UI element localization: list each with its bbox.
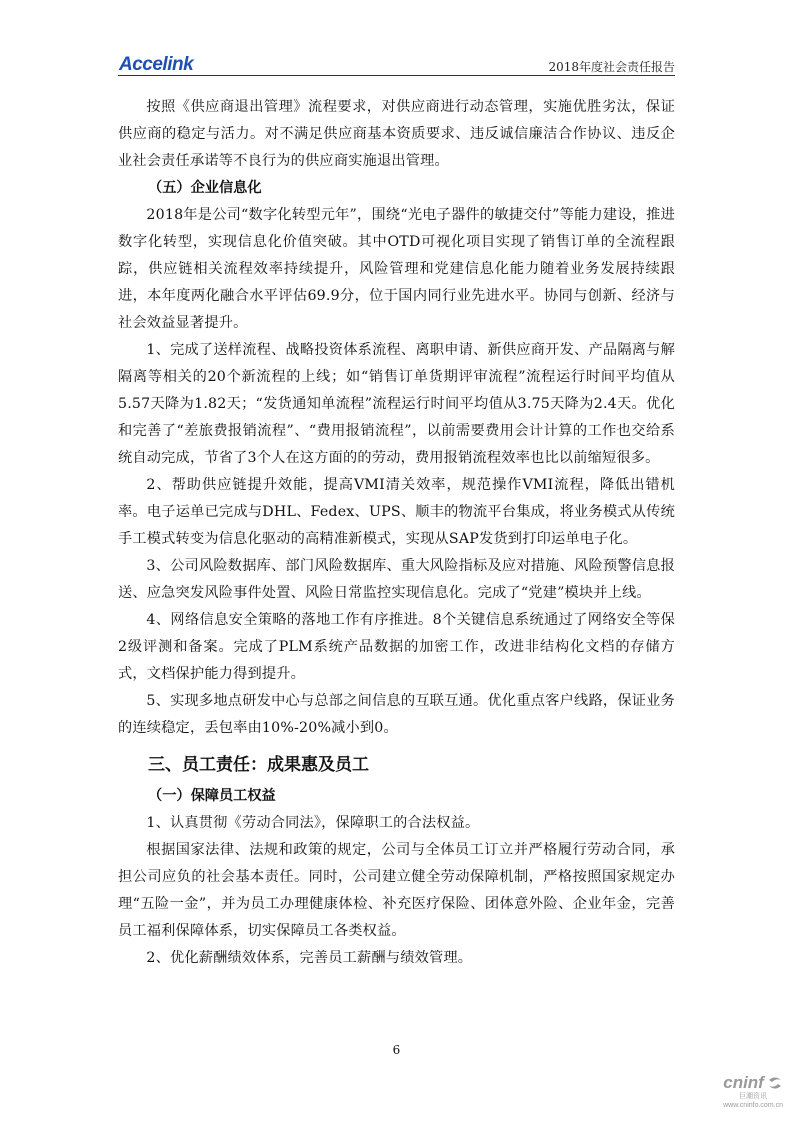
list-item-3: 3、公司风险数据库、部门风险数据库、重大风险指标及应对措施、风险预警信息报送、应急突发风险事件处置、风险日常监控实现信息化。完成了“党建”模块并上线。 [118, 558, 675, 601]
watermark-url: www.cninfo.com.cn [723, 1102, 783, 1109]
swirl-icon [767, 1076, 783, 1090]
chapter-title-employee-responsibility: 三、员工责任：成果惠及员工 [148, 755, 369, 775]
cninfo-watermark [723, 1073, 783, 1110]
section-title-informatization: （五）企业信息化 [148, 180, 262, 196]
paragraph-social-insurance: 根据国家法律、法规和政策的规定，公司与全体员工订立并严格履行劳动合同，承担公司应负的社会基本责任。同时，公司建立健全劳动保障机制，严格按照国家规定办理“五险一金”，并为员工办理健康体检、补充医疗保险、团体意外险、企业年金，完善员工福利保障体系，切实保障员工各类权益。 [118, 842, 675, 939]
paragraph-supplier-exit: 按照《供应商退出管理》流程要求，对供应商进行动态管理，实施优胜劣汰，保证供应商的稳定与活力。对不满足供应商基本资质要求、违反诚信廉洁合作协议、违反企业社会责任承诺等不良行为的供应商实施退出管理。 [118, 99, 675, 169]
watermark-logo: cninf [723, 1073, 764, 1092]
page-content [118, 94, 675, 972]
page-number: 6 [392, 1043, 401, 1057]
header-divider [118, 75, 675, 76]
header-report-title: 2018年度社会责任报告 [548, 60, 675, 74]
list-item-4: 4、网络信息安全策略的落地工作有序推进。8个关键信息系统通过了网络安全等保2级评测和备案。完成了PLM系统产品数据的加密工作，改进非结构化文档的存储方式，文档保护能力得到提升。 [118, 612, 675, 682]
paragraph-compensation: 2、优化薪酬绩效体系，完善员工薪酬与绩效管理。 [146, 950, 473, 966]
paragraph-labor-contract-law: 1、认真贯彻《劳动合同法》，保障职工的合法权益。 [146, 815, 480, 831]
watermark-cn-text: 巨潮资讯 [739, 1093, 768, 1100]
list-item-5: 5、实现多地点研发中心与总部之间信息的互联互通。优化重点客户线路，保证业务的连续稳定，丢包率由10%-20%减小到0。 [118, 693, 675, 736]
list-item-2: 2、帮助供应链提升效能，提高VMI清关效率，规范操作VMI流程，降低出错机率。电子运单已完成与DHL、Fedex、UPS、顺丰的物流平台集成，将业务模式从传统手工模式转变为信息化驱动的高精准新模式，实现从SAP发货到打印运单电子化。 [118, 477, 675, 547]
header-logo: Accelink [119, 54, 194, 75]
list-item-1: 1、完成了送样流程、战略投资体系流程、离职申请、新供应商开发、产品隔离与解隔离等相关的20个新流程的上线；如“销售订单货期评审流程”流程运行时间平均值从5.57天降为1.82天；“发货通知单流程”流程运行时间平均值从3.75天降为2.4天。优化和完善了“差旅费报销流程”、“费用报销流程”，以前需要费用会计计算的工作也交给系统自动完成，节省了3个人在这方面的的劳动，费用报销流程效率也比以前缩短很多。 [118, 342, 675, 466]
section-title-employee-rights: （一）保障员工权益 [148, 788, 276, 804]
paragraph-digital-transformation: 2018年是公司“数字化转型元年”，围绕“光电子器件的敏捷交付”等能力建设，推进数字化转型，实现信息化价值突破。其中OTD可视化项目实现了销售订单的全流程跟踪，供应链相关流程效率持续提升，风险管理和党建信息化能力随着业务发展持续跟进，本年度两化融合水平评估69.9分，位于国内同行业先进水平。协同与创新、经济与社会效益显著提升。 [118, 207, 675, 331]
